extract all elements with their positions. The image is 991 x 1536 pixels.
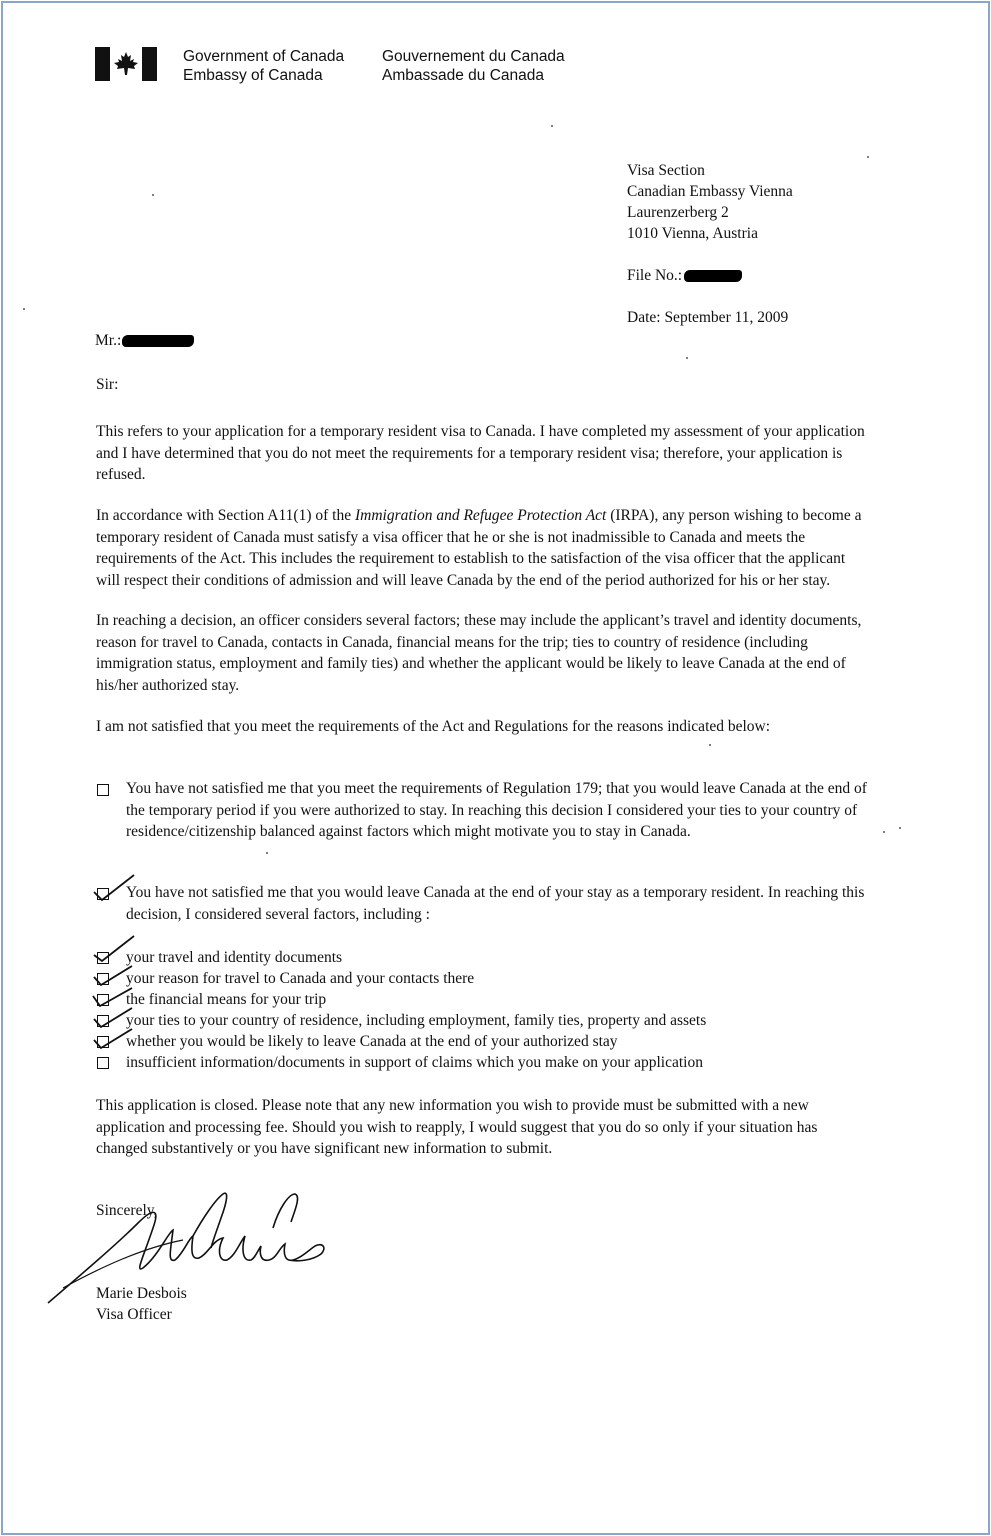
factor-item: your reason for travel to Canada and your contacts there [126, 970, 475, 987]
handwritten-signature [43, 1188, 333, 1313]
paragraph-application-closed: This application is closed. Please note that any new information you wish to provide must be submitted with a new application and processing fee. Should you wish to reapply, I would suggest that you do so only if your situation has changed substantively or you have significant new information to submit. [96, 1097, 818, 1157]
paragraph-not-satisfied: I am not satisfied that you meet the requirements of the Act and Regulations for the reasons indicated below: [96, 718, 771, 735]
scan-speck [867, 156, 869, 158]
scan-speck [23, 308, 25, 310]
scan-speck [686, 357, 688, 359]
scan-speck [899, 827, 901, 829]
scan-speck [709, 744, 711, 746]
closing-word: Sincerely, [96, 1202, 158, 1219]
signatory-name: Marie Desbois [96, 1285, 187, 1302]
scan-speck [266, 852, 268, 854]
document-page: Government of Canada Embassy of Canada Gouvernement du Canada Ambassade du Canada Visa Section Canadian Embassy Vienna Laurenzerberg 2 1010 Vienna, Austria File No.: Date: September 11, 2009 Mr.: Sir: This refers to your application for a temporary resident visa to Canada. I have completed my assessment of your application and I have determined that you do not meet the requirements for a temporary resident visa; therefore, your application is refused. In accordance with Section A11(1) of the Immigration and Refugee Protection Act (IRPA), any person wishing to become a temporary resident of Canada must satisfy a visa officer that he or she is not inadmissible to Canada and meets the requirements of the Act. This includes the requirement to establish to the satisfaction of the visa officer that the applicant will respect their conditions of admission and will leave Canada by the end of the period authorized for his or her stay. In reaching a decision, an officer considers several factors; these may include the applicant’s travel and identity documents, reason for travel to Canada, contacts in Canada, financial means for the trip; ties to country of residence (including immigration status, employment and family ties) and whether the applicant would be likely to leave Canada at the end of his/her authorized stay. I am not satisfied that you meet the requirements of the Act and Regulations for the reasons indicated below: You have not satisfied me that you meet the requirements of Regulation 179; that you would leave Canada at the end of the temporary period if you were authorized to stay. In reaching this decision I considered your ties to your country of residence/citizenship balanced against factors which might motivate you to stay in Canada. You have not satisfied me that you would leave Canada at the end of your stay as a temporary resident. In reaching this decision, I considered several factors, including : your travel and identity documents your reason for travel to Canada and your contacts there the financial means for your trip your ties to your country of residence, including employment, family ties, property and assets whether you would be likely to leave Canada at the end of your authorized stay insufficient information/documents in support of claims which you make on your application This application is closed. Please note that any new information you wish to provide must be submitted with a new application and processing fee. Should you wish to reapply, I would suggest that you do so only if your situation has changed substantively or you have significant new information to submit. Sincerely, Marie Desbois Visa Officer [1, 1, 990, 1535]
factor-item: whether you would be likely to leave Canada at the end of your authorized stay [126, 1033, 618, 1050]
scan-speck [152, 194, 154, 196]
redaction-mark [684, 270, 742, 282]
redaction-mark [122, 335, 194, 347]
maple-leaf-icon [112, 51, 140, 77]
government-name-fr: Gouvernement du Canada Ambassade du Canada [382, 48, 565, 84]
factor-item: insufficient information/documents in support of claims which you make on your application [126, 1054, 703, 1071]
scan-speck [883, 831, 885, 833]
recipient: Mr.: [95, 330, 194, 351]
reason-leave-canada: You have not satisfied me that you would leave Canada at the end of your stay as a temporary resident. In reaching this decision, I considered several factors, including : [126, 884, 865, 923]
reason-179: You have not satisfied me that you meet the requirements of Regulation 179; that you would leave Canada at the end of the temporary period if you were authorized to stay. In reaching this decision I considered your ties to your country of residence/citizenship balanced against factors which might motivate you to stay in Canada. [126, 780, 867, 840]
letter-date: Date: September 11, 2009 [627, 309, 789, 326]
factor-item: the financial means for your trip [126, 991, 327, 1008]
reason-179-checkbox [97, 784, 109, 796]
act-name: Immigration and Refugee Protection Act [354, 507, 607, 524]
scan-speck [551, 125, 553, 127]
factor-checkbox [97, 1057, 109, 1069]
paragraph-legal-basis: In accordance with Section A11(1) of the Immigration and Refugee Protection Act (IRPA), any person wishing to become a temporary resident of Canada must satisfy a visa officer that he or she is not inadmissible to Canada and meets the requirements of the Act. This includes the requirement to establish to the satisfaction of the visa officer that the applicant will respect their conditions of admission and will leave Canada by the end of the period authorized for his or her stay. [96, 507, 862, 589]
salutation: Sir: [96, 376, 119, 393]
paragraph-factors: In reaching a decision, an officer considers several factors; these may include the applicant’s travel and identity documents, reason for travel to Canada, contacts in Canada, financial means for the trip; ties to country of residence (including immigration status, employment and family ties) and whether the applicant would be likely to leave Canada at the end of his/her authorized stay. [96, 612, 862, 694]
canada-flag-logo [95, 47, 159, 81]
factor-item: your ties to your country of residence, including employment, family ties, property and assets [126, 1012, 707, 1029]
signatory-title: Visa Officer [96, 1306, 172, 1323]
paragraph-refusal: This refers to your application for a temporary resident visa to Canada. I have completed my assessment of your application and I have determined that you do not meet the requirements for a temporary resident visa; therefore, your application is refused. [96, 423, 865, 483]
factor-item: your travel and identity documents [126, 949, 343, 966]
file-number: File No.: [627, 265, 742, 286]
government-name-en: Government of Canada Embassy of Canada [183, 48, 345, 84]
